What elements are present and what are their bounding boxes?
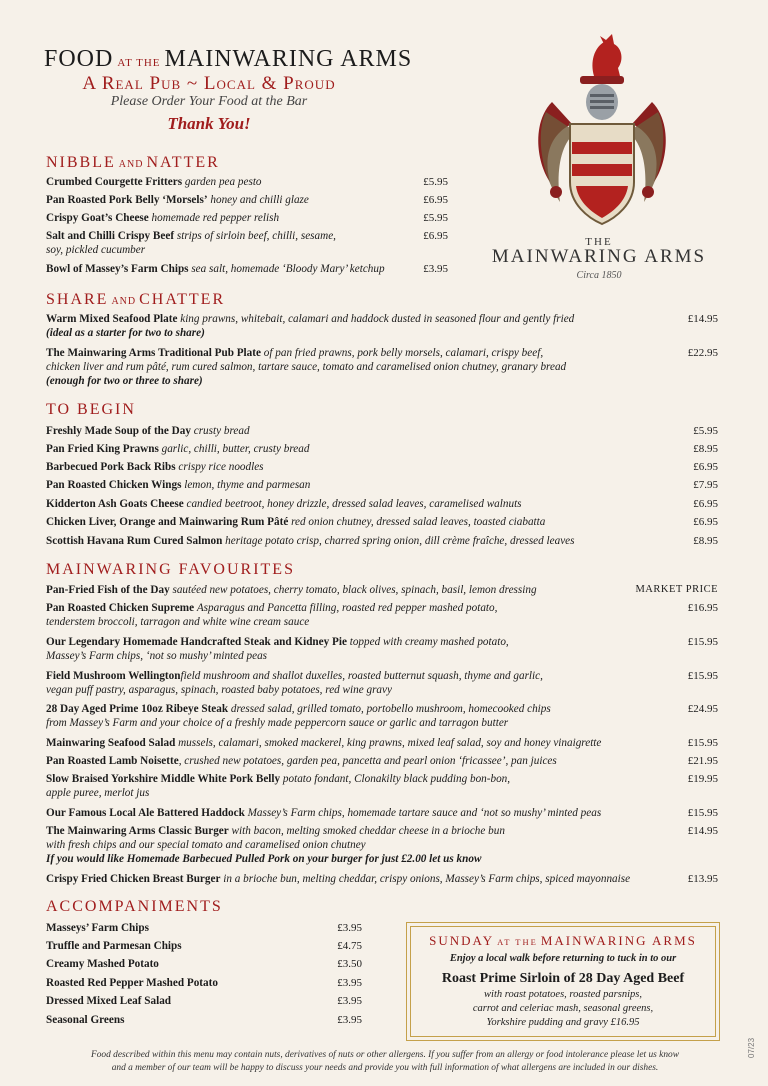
print-code: 07/23 [747, 1037, 756, 1058]
thanks-note: Thank You! [167, 114, 251, 133]
item-price: £6.95 [693, 461, 718, 473]
crest-logo-icon [532, 32, 672, 232]
section-heading-share: SHARE AND CHATTER [46, 291, 226, 308]
menu-item: 28 Day Aged Prime 10oz Ribeye Steak dressed salad, grilled tomato, portobello mushroom, homecooked chips from Massey’s Farm and your choice of a freshly made peppercorn sauce or garlic and tarragon butter [46, 703, 551, 729]
sunday-main-dish: Roast Prime Sirloin of 28 Day Aged Beef [441, 971, 685, 986]
side-item: Dressed Mixed Leaf Salad [46, 995, 172, 1007]
order-note: Please Order Your Food at the Bar [110, 94, 308, 109]
item-price: £3.95 [337, 1014, 362, 1026]
sunday-heading: SUNDAY AT THE MAINWARING ARMS [429, 933, 697, 948]
allergen-notice: Food described within this menu may contain nuts, derivatives of nuts or other allergens. If you suffer from an allergy or food intolerance please let us know and a member of our team will be happy to discuss your needs and provide you with full information of what allergens are included in our dishes. [91, 1050, 679, 1073]
section-heading-accompaniments: ACCOMPANIMENTS [46, 898, 223, 915]
item-price: £19.95 [687, 773, 718, 785]
menu-item: Pan Roasted Chicken Supreme Asparagus and Pancetta filling, roasted red pepper mashed potato, tenderstem broccoli, tarragon and white wine cream sauce [46, 602, 498, 628]
item-price: £24.95 [687, 703, 718, 715]
item-price: £14.95 [687, 313, 718, 325]
menu-item: Warm Mixed Seafood Plate king prawns, whitebait, calamari and haddock dusted in seasoned flour and gently fried (ideal as a starter for two to share) [46, 313, 575, 339]
item-price: £3.95 [337, 977, 362, 989]
item-price: £15.95 [687, 670, 718, 682]
side-item: Masseys’ Farm Chips [46, 922, 149, 934]
item-price: MARKET PRICE [635, 584, 718, 595]
menu-item: Pan Roasted Pork Belly ‘Morsels’ honey and chilli glaze [46, 194, 309, 206]
menu-item: The Mainwaring Arms Traditional Pub Plate of pan fried prawns, pork belly morsels, calamari, crispy beef, chicken liver and rum pâté, rum cured salmon, tartare sauce, tomato and caramelised onion chutney, granary bread (enough for two or three to share) [46, 347, 567, 387]
menu-item: Slow Braised Yorkshire Middle White Pork Belly potato fondant, Clonakilty black pudding bon-bon, apple puree, merlot jus [46, 773, 511, 799]
menu-item: Pan Fried King Prawns garlic, chilli, butter, crusty bread [46, 443, 310, 455]
sunday-line: carrot and celeriac mash, seasonal greens, [472, 1003, 654, 1014]
sunday-line: Yorkshire pudding and gravy £16.95 [486, 1017, 640, 1028]
sunday-intro: Enjoy a local walk before returning to tuck in to our [449, 953, 677, 964]
menu-item: Our Legendary Homemade Handcrafted Steak and Kidney Pie topped with creamy mashed potato, Massey’s Farm chips, ‘not so mushy’ minted peas [46, 636, 509, 662]
logo-circa: Circa 1850 [576, 270, 622, 281]
menu-item: Our Famous Local Ale Battered Haddock Massey’s Farm chips, homemade tartare sauce and ‘not so mushy’ minted peas [46, 807, 602, 819]
sunday-line: with roast potatoes, roasted parsnips, [484, 989, 642, 1000]
menu-item: Mainwaring Seafood Salad mussels, calamari, smoked mackerel, king prawns, mixed leaf salad, soy and honey vinaigrette [46, 737, 602, 749]
menu-item: Kidderton Ash Goats Cheese candied beetroot, honey drizzle, dressed salad leaves, caramelised walnuts [46, 498, 522, 510]
side-item: Creamy Mashed Potato [46, 958, 159, 970]
item-price: £8.95 [693, 443, 718, 455]
item-price: £5.95 [423, 176, 448, 188]
menu-item: Barbecued Pork Back Ribs crispy rice noodles [46, 461, 264, 473]
item-price: £6.95 [693, 498, 718, 510]
logo-name: MAINWARING ARMS [491, 246, 707, 267]
item-price: £6.95 [423, 194, 448, 206]
item-price: £8.95 [693, 535, 718, 547]
item-price: £21.95 [687, 755, 718, 767]
logo-the: THE [585, 236, 613, 248]
section-heading-nibble: NIBBLE AND NATTER [46, 154, 220, 171]
item-price: £5.95 [693, 425, 718, 437]
menu-item: Scottish Havana Rum Cured Salmon heritage potato crisp, charred spring onion, dill crème fraîche, dressed leaves [46, 535, 575, 547]
section-heading-favourites: MAINWARING FAVOURITES [46, 561, 295, 578]
menu-item: Bowl of Massey’s Farm Chips sea salt, homemade ‘Bloody Mary’ ketchup [46, 263, 385, 275]
item-price: £3.95 [423, 263, 448, 275]
item-price: £14.95 [687, 825, 718, 837]
section-heading-begin: TO BEGIN [46, 401, 136, 418]
menu-item: Chicken Liver, Orange and Mainwaring Rum Pâté red onion chutney, dressed salad leaves, toasted ciabatta [46, 516, 546, 528]
item-price: £15.95 [687, 737, 718, 749]
side-item: Roasted Red Pepper Mashed Potato [46, 977, 218, 989]
menu-item: Crumbed Courgette Fritters garden pea pesto [46, 176, 262, 188]
menu-item: The Mainwaring Arms Classic Burger with bacon, melting smoked cheddar cheese in a brioche bun with fresh chips and our special tomato and caramelised onion chutney If you would like Homemade Barbecued Pulled Pork on your burger for just £2.00 let us know [46, 825, 505, 865]
sunday-roast-box [406, 922, 720, 1041]
item-price: £6.95 [423, 230, 448, 242]
menu-item: Field Mushroom Wellingtonfield mushroom and shallot duxelles, roasted butternut squash, thyme and garlic, vegan puff pastry, asparagus, spinach, roasted baby potatoes, red wine gravy [46, 670, 543, 696]
menu-title: FOOD AT THE MAINWARING ARMS [44, 46, 413, 72]
item-price: £15.95 [687, 807, 718, 819]
tagline: A Real Pub ~ Local & Proud [82, 73, 336, 94]
side-item: Seasonal Greens [46, 1014, 125, 1026]
item-price: £6.95 [693, 516, 718, 528]
menu-item: Crispy Fried Chicken Breast Burger in a brioche bun, melting cheddar, crispy onions, Massey’s Farm chips, spiced mayonnaise [46, 873, 631, 885]
menu-item: Crispy Goat’s Cheese homemade red pepper relish [46, 212, 280, 224]
menu-item: Pan-Fried Fish of the Day sautéed new potatoes, cherry tomato, black olives, spinach, basil, lemon dressing [46, 584, 537, 596]
item-price: £16.95 [687, 602, 718, 614]
item-price: £15.95 [687, 636, 718, 648]
item-price: £22.95 [687, 347, 718, 359]
item-price: £5.95 [423, 212, 448, 224]
side-item: Truffle and Parmesan Chips [46, 940, 182, 952]
item-price: £13.95 [687, 873, 718, 885]
item-price: £3.95 [337, 995, 362, 1007]
menu-item: Pan Roasted Lamb Noisette, crushed new potatoes, garden pea, pancetta and pearl onion ‘fricassee’, pan juices [46, 755, 557, 767]
menu-item: Pan Roasted Chicken Wings lemon, thyme and parmesan [46, 479, 311, 491]
menu-item: Freshly Made Soup of the Day crusty bread [46, 425, 250, 437]
item-price: £3.95 [337, 922, 362, 934]
menu-item: Salt and Chilli Crispy Beef strips of sirloin beef, chilli, sesame, soy, pickled cucumber [46, 230, 336, 256]
item-price: £4.75 [337, 940, 362, 952]
item-price: £7.95 [693, 479, 718, 491]
item-price: £3.50 [337, 958, 362, 970]
